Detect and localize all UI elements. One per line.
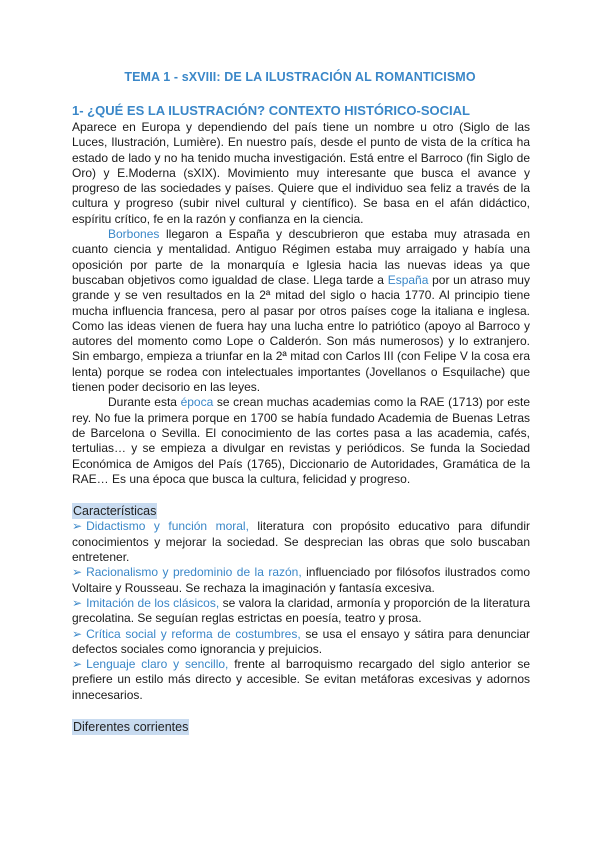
list-item-term: Didactismo y función moral, <box>86 519 249 534</box>
list-item-term: Crítica social y reforma de costumbres, <box>86 626 301 641</box>
paragraph-borbones <box>72 227 530 395</box>
paragraph-academias-text-b: se crean muchas academias como la RAE (1713) por este rey. No fue la primera porque en 1700 se había fundado Academia de Buenas Letras de Barcelona o Sevilla. El conocimiento de las cortes pasa a las academia, cafés, tertulias… y se empieza a divulgar en revistas y periódicos. Se funda la Sociedad Económica de Amigos del País (1765), Diccionario de Autoridades, Gramática de la RAE… Es una época que busca la cultura, felicidad y progreso. <box>72 395 530 486</box>
spacer <box>72 703 530 719</box>
list-item <box>72 519 530 565</box>
list-item-term: Racionalismo y predominio de la razón, <box>86 565 302 580</box>
document-title: TEMA 1 - sXVIII: DE LA ILUSTRACIÓN AL ROMANTICISMO <box>124 70 476 84</box>
subheading-corrientes-wrap <box>72 719 530 735</box>
subheading-corrientes: Diferentes corrientes <box>73 719 189 734</box>
list-item-text: influenciado por filósofos ilustrados como Voltaire y Rousseau. Se rechaza la imaginación y fantasía excesiva. <box>72 565 530 595</box>
link-borbones[interactable]: Borbones <box>108 227 160 242</box>
subheading-caracteristicas: Características <box>73 504 157 519</box>
subheading-caracteristicas-wrap <box>72 503 530 519</box>
arrow-bullet-icon: ➢ <box>72 657 83 672</box>
arrow-bullet-icon: ➢ <box>72 565 83 580</box>
spacer <box>72 487 530 503</box>
list-item-term: Imitación de los clásicos, <box>86 595 220 610</box>
arrow-bullet-icon: ➢ <box>72 626 83 641</box>
arrow-bullet-icon: ➢ <box>72 595 83 610</box>
paragraph-academias-text-a: Durante esta <box>108 395 181 410</box>
list-item <box>72 596 530 627</box>
paragraph-borbones-text-a: llegaron a España y descubrieron que estaba muy atrasada en cuanto ciencia y mentalidad. Antiguo Régimen estaba muy arraigado y había una oposición por parte de la monarquía e Iglesia hacia las nuevas ideas ya que buscaban objetivos como igualdad de clase. Llega tarde a <box>72 227 530 287</box>
list-item <box>72 657 530 703</box>
link-espana[interactable]: España <box>387 272 429 287</box>
section-heading-ilustracion: 1- ¿QUÉ ES LA ILUSTRACIÓN? CONTEXTO HISTÓRICO-SOCIAL <box>72 103 470 118</box>
list-item-text: frente al barroquismo recargado del siglo anterior se prefiere un estilo más directo y accesible. Se evitan metáforas excesivas y adornos innecesarios. <box>72 657 531 702</box>
list-item-text: se usa el ensayo y sátira para denunciar defectos sociales como ignorancia y prejuicios. <box>72 626 530 656</box>
document-body <box>72 102 530 735</box>
list-item-text: literatura con propósito educativo para difundir conocimientos y mejorar la sociedad. Se desprecian las obras que solo buscaban entretener. <box>72 519 530 565</box>
list-item <box>72 565 530 596</box>
list-item-text: se valora la claridad, armonía y proporción de la literatura grecolatina. Se seguían reglas estrictas en poesía, teatro y prosa. <box>72 595 530 626</box>
list-item-term: Lenguaje claro y sencillo, <box>86 657 229 672</box>
link-epoca[interactable]: época <box>180 395 214 410</box>
paragraph-intro: Aparece en Europa y dependiendo del país tiene un nombre u otro (Siglo de las Luces, Ilustración, Lumière). En nuestro país, desde el punto de vista de la crítica ha estado de lado y no ha tenido mucha investigación. Está entre el Barroco (fin Siglo de Oro) y E.Moderna (sXIX). Movimiento muy interesante que busca el avance y progreso de las sociedades y países. Quiere que el individuo sea feliz a través de la cultura y progreso (subir nivel cultural y científico). Se basa en el afán didáctico, espíritu crítico, fe en la razón y confianza en la ciencia. <box>72 120 530 226</box>
paragraph-borbones-text-b: por un atraso muy grande y se ven resultados en la 2ª mitad del siglo o hacia 1770. Al principio tiene mucha influencia francesa, pero al pasar por otros países coge la italiana e inglesa. Como las ideas vienen de fuera hay una lucha entre lo patriótico (apoyo al Barroco y autores del momento como Lope o Calderón. Son más numerosos) y lo extranjero. Sin embargo, empieza a triunfar en la 2ª mitad con Carlos III (con Felipe V la cosa era lenta) porque se rodea con intelectuales importantes (Jovellanos o Esquilache) que tienen poder decisorio en las leyes. <box>72 272 530 395</box>
paragraph-academias <box>72 395 530 487</box>
list-item <box>72 627 530 658</box>
arrow-bullet-icon: ➢ <box>72 519 83 534</box>
